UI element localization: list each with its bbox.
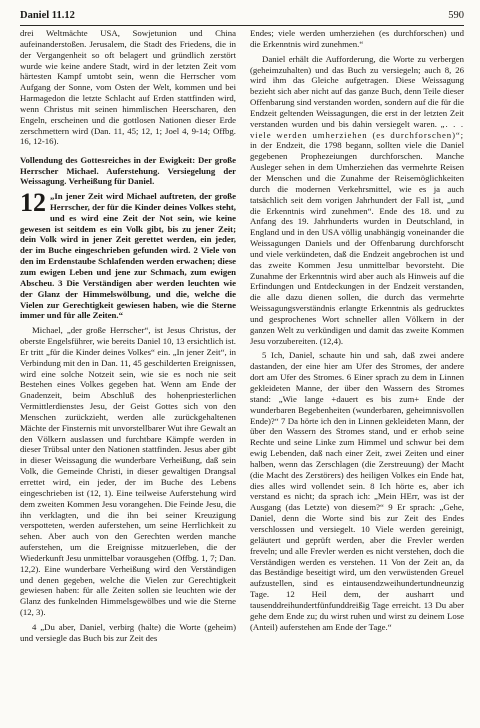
chapter-number: 12 xyxy=(20,188,46,218)
verse-paragraph: Endes; viele werden umherziehen (es durchforschen) und die Erkenntnis wird zunehmen.“ xyxy=(250,28,464,49)
chapter-reference: Daniel 11.12 xyxy=(20,10,75,21)
left-column xyxy=(20,28,236,722)
section-heading: Vollendung des Gottesreiches in der Ewigkeit: Der große Herrscher Michael. Auferstehung. Versiegelung der Weissagung. Verheißung für Daniel. xyxy=(20,155,236,187)
verse-text: „In jener Zeit wird Michael auftreten, der große Herrscher, der für die Kinder deines Volkes steht, und es wird eine Zeit der Not sein, wie keine gewesen ist seitdem es ein Volk gibt, bis zu jener Zeit; dein Volk wird in jener Zeit gerettet werden, ein jeder, der im Buche eingeschrieben gefunden wird. 2 Viele von den im Erdenstaube Schlafenden werden erwachen; diese zum ewigen Leben und jene zur Schmach, zum ewigen Abscheu. 3 Die Verständigen aber werden leuchten wie der Glanz der Himmelswölbung, und die, welche die Vielen zur Gerechtigkeit gewiesen haben, wie die Sterne immer und für alle Zeiten.“ xyxy=(20,191,236,321)
verse-paragraph xyxy=(20,188,236,321)
right-column xyxy=(250,28,464,722)
commentary-paragraph xyxy=(250,54,464,347)
commentary-text: in der Endzeit, die 1798 begann, sollten viele die Daniel gegebenen Prophezeiungen durchforschen. Manche Ausleger sehen in dem Umherziehen das vermehrte Reisen der Menschen und die Zunahme der Reisemöglichkeiten durch die modernen Verkehrsmittel, wie es ja auch tatsächlich seit dem vorigen Jahrhundert der Fall ist, „und die Erkenntnis wird zunehmen“. Ende des 18. und zu Anfang des 19. Jahrhunderts wurden in Deutschland, in England und in den USA völlig unabhängig voneinander die Weissagungen Daniels und der Offenbarung durchforscht und viele verkündeten, daß die Endzeit angebrochen ist und das zweite Kommen Jesu unmittelbar bevorsteht. Die Zunahme der Erkenntnis wird aber auch als Hinweis auf die Erfindungen und Entdeckungen in der Endzeit verstanden, die alle dazu dienen sollen, die durch das vermehrte Weissagungsverständnis erlangte Erkenntnis als gedrucktes und gesprochenes Wort schneller allen Völkern in der ganzen Welt zu verkündigen und damit das zweite Kommen Jesu vorzubereiten. (12,4). xyxy=(250,140,464,346)
page-number: 590 xyxy=(448,10,464,21)
page-header xyxy=(20,10,464,26)
commentary-text: Daniel erhält die Aufforderung, die Worte zu verbergen (geheimzuhalten) und das Buch zu versiegeln; auch 8, 26 wird ihm das Gleiche aufgetragen. Diese Weissagung bezieht sich aber nicht auf das ganze Buch, denn Teile dieser Offenbarung sind verstanden worden, sondern auf die für die Endzeit geltenden Weissagungen, die erst in der letzten Zeit verstanden wurden und bis dahin versiegelt waren. xyxy=(250,53,464,129)
commentary-paragraph: Michael, „der große Herrscher“, ist Jesus Christus, der oberste Engelsführer, wie bereits Daniel 10, 13 ersichtlich ist. Er tritt „für die Kinder deines Volkes“ ein. „In jener Zeit“, in Verbindung mit den in Dan. 11, 45 geschilderten Ereignissen, wird eine solche Notzeit sein, wie sie es noch nie seit Bestehen eines Volkes gegeben hat. Wenn am Ende der Gnadenzeit, beim Abschluß des hohenpriesterlichen Vermittlerdienstes Jesu, der Geist Gottes sich von den Menschen zurückzieht, werden alle zurückgehaltenen Mächte der Finsternis mit unvorstellbarer Wut ihre Gewalt an den Völkern auslassen und furchtbare Kämpfe werden in dieser Trübsal unter den Nationen stattfinden. Jesus aber gibt in dieser Weissagung die wunderbare Verheißung, daß sein Volk, die Gemeinde Christi, in dieser gewaltigen Drangsal errettet wird, ein jeder, der im Buche des Lebens eingeschrieben ist (12, 1). Eine teilweise Auferstehung wird dem zweiten Kommen Jesu vorangehen. Die Feinde Jesu, die ihn verklagten, und die ihn bei seiner Kreuzigung verspotteten, werden auferstehen, um seine Herrlichkeit zu sehen. Aber auch von den Gerechten werden manche auferstehen, um die Ereignisse mitzuerleben, die der Wiederkunft Jesu unmittelbar vorausgehen (Offbg. 1, 7; Dan. 12,2). Eine wunderbare Verheißung wird den Verständigen und denen gegeben, welche die Vielen zur Gerechtigkeit gewiesen haben: für alle Zeiten sollen sie leuchten wie der Glanz des funkelnden Himmelsgewölbes und wie die Sterne (12, 3). xyxy=(20,325,236,618)
quoted-phrase: „. . . viele werden umherziehen (es durchforschen)“; xyxy=(250,118,464,140)
commentary-paragraph: drei Weltmächte USA, Sowjetunion und China aufeinanderstoßen. Jerusalem, die Stadt des Friedens, die in der Vergangenheit so oft belagert und gründlich zerstört wurde wie keine andere Stadt, wird in der letzten Zeit vom härtesten Kampf umtobt sein, wenn die Herrscher vom Aufgang der Sonne, vom Osten der Welt, kommen und bei Harmagedon die letzte Schlacht auf Erden stattfinden wird, wenn Christus mit seinen himmlischen Heerscharen, den Engeln, erscheinen und die gottlosen Nationen dieser Erde zerschmettern wird (Dan. 11, 45; 12, 1; Joel 4, 9-14; Offbg. 16, 12-16). xyxy=(20,28,236,147)
verse-paragraph: 4 „Du aber, Daniel, verbirg (halte) die Worte (geheim) und versiegle das Buch bis zur Zeit des xyxy=(20,621,236,643)
verse-paragraph: 5 Ich, Daniel, schaute hin und sah, daß zwei andere dastanden, der eine hier am Ufer des Stromes, der andere dort am Ufer des Stromes. 6 Einer sprach zu dem in Linnen gekleideten Manne, der über den Wassern des Stromes stand: „Wie lange +dauert es bis zum+ Ende der wunderbaren Begebenheiten (wunderbaren, geheimnisvollen Ende)?“ 7 Da hörte ich den in Linnen gekleideten Mann, der über den Wassern des Stromes stand, und er erhob seine Rechte und seine Linke zum Himmel und schwur bei dem ewig Lebenden, daß nach einer Zeit, zwei Zeiten und einer halben, wenn das Zerschlagen (die Zerstreuung) der Macht (die Macht des Zerstörers) des heiligen Volkes ein Ende hat, dies alles wird vollendet sein. 8 Ich hörte es, aber ich verstand es nicht; da sprach ich: „Mein HErr, was ist der Ausgang (das Letzte) von diesem?“ 9 Er sprach: „Gehe, Daniel, denn die Worte sind bis zur Zeit des Endes verschlossen und versiegelt. 10 Viele werden gereinigt, geläutert und geprüft werden, aber die Frevler werden freveln; und alle Frevler werden es nicht verstehen, doch die Verständigen werden es verstehen. 11 Von der Zeit an, da das Beständige beseitigt wird, um den verwüstenden Greuel aufzustellen, sind es eintausendzweihundertundneunzig Tage. 12 Heil dem, der ausharrt und tausenddreihundertfünfunddreißig Tage erreicht. 13 Du aber gehe dem Ende zu; du wirst ruhen und wirst zu deinem Lose (Anteil) auferstehen am Ende der Tage.“ xyxy=(250,350,464,632)
